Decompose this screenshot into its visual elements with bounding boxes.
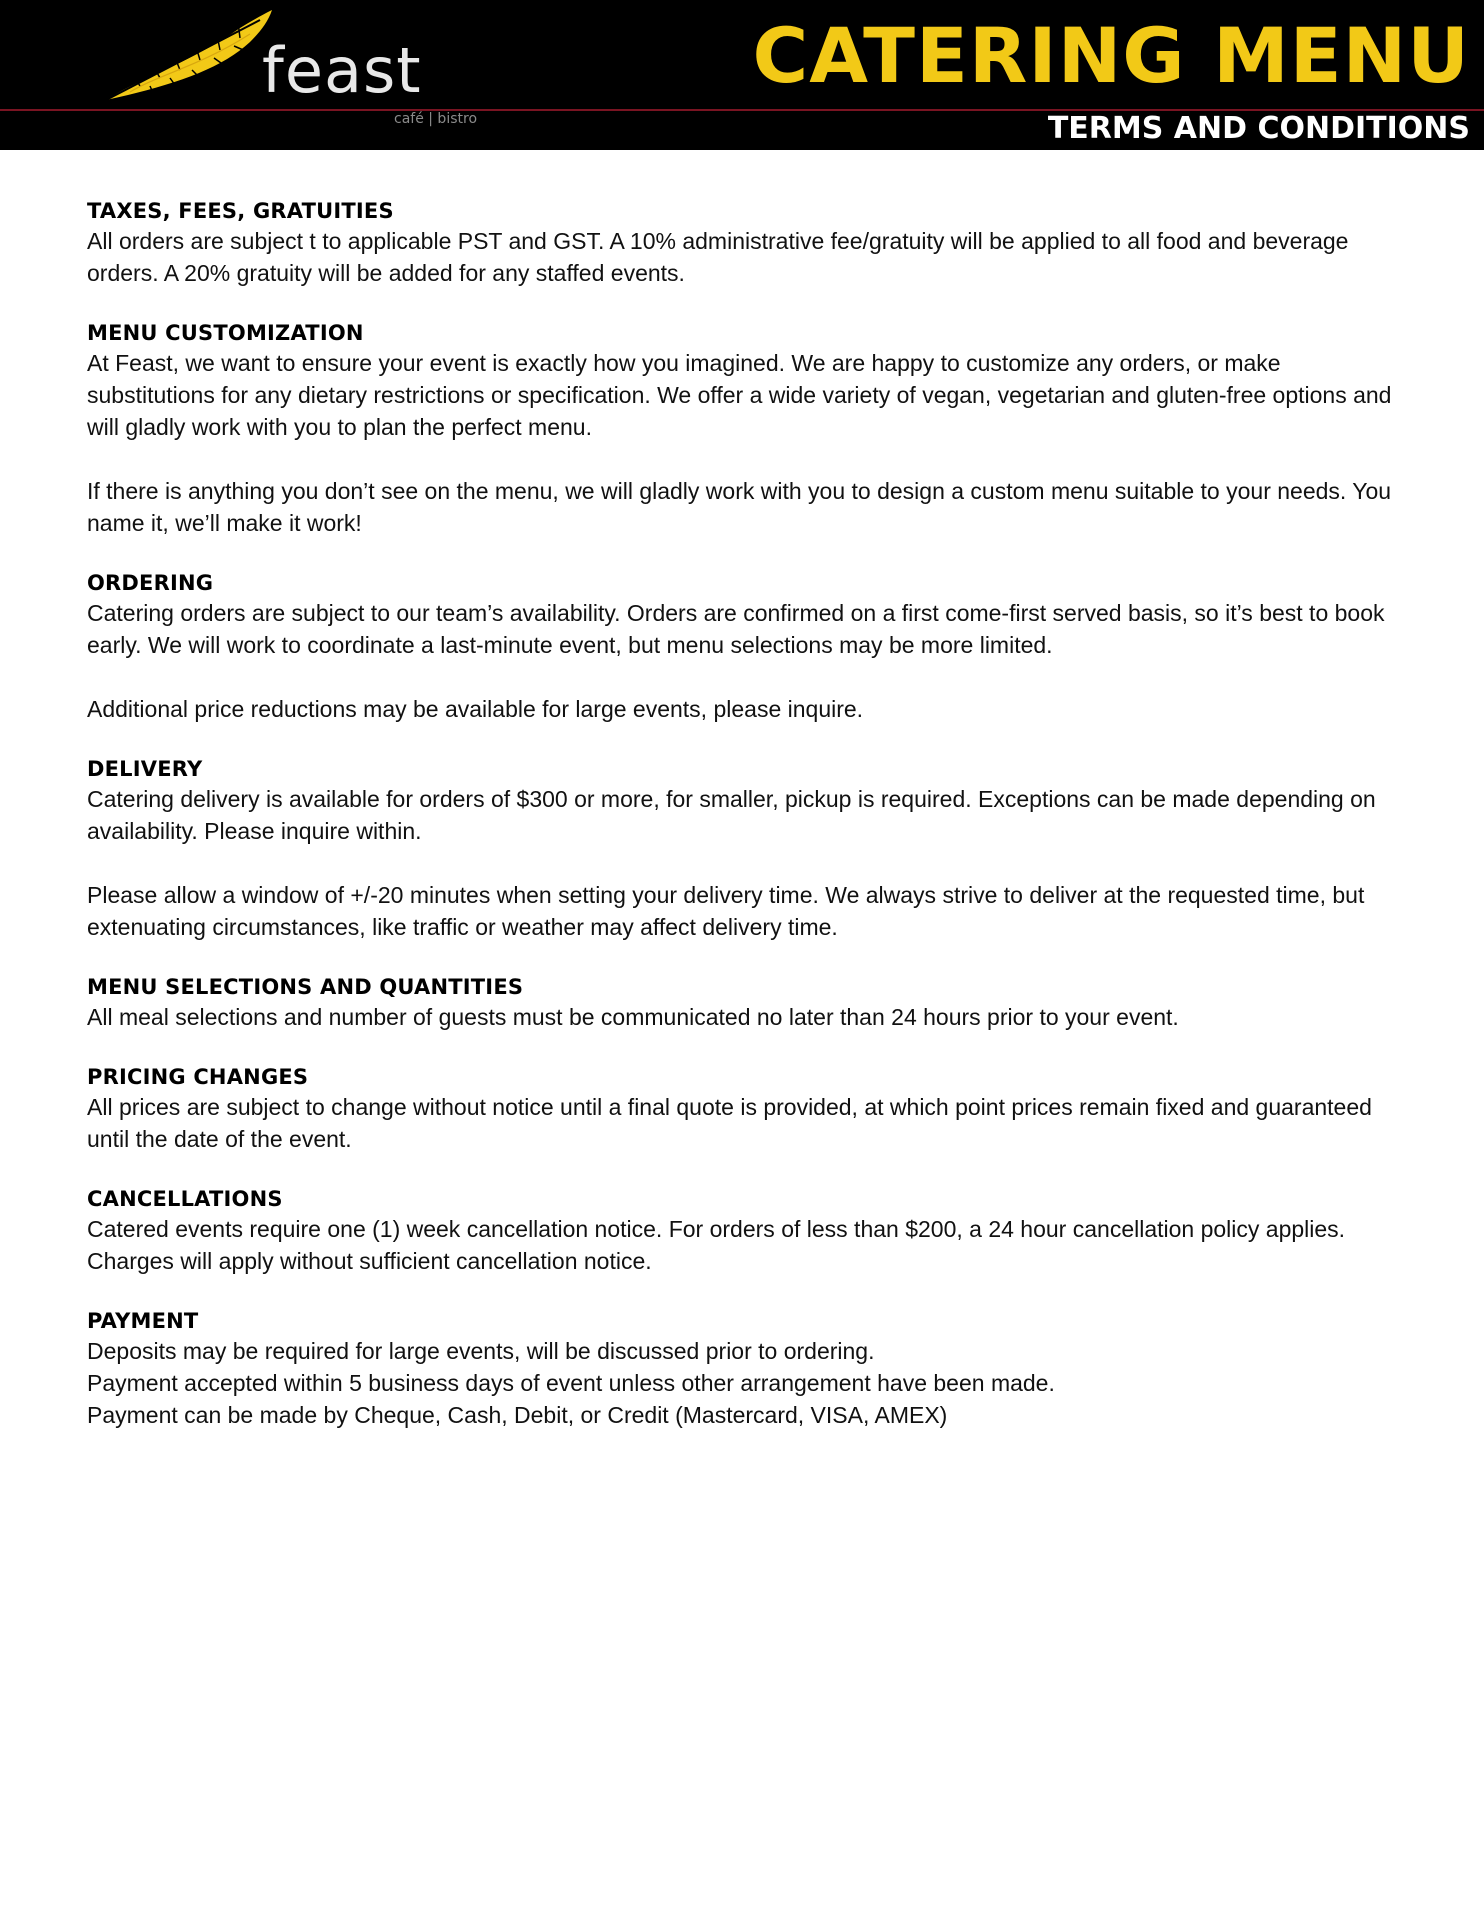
section-paragraph: Please allow a window of +/-20 minutes when setting your delivery time. We always strive to deliver at the requested time, but extenuating circumstances, like traffic or weather may affect delivery time. <box>87 882 1365 940</box>
page-subtitle: TERMS AND CONDITIONS <box>1047 111 1470 146</box>
section-paragraph: Additional price reductions may be available for large events, please inquire. <box>87 696 864 722</box>
page-header <box>0 0 1484 150</box>
section-cancellations <box>87 1185 1407 1277</box>
section-payment <box>87 1307 1407 1431</box>
section-paragraph: Catering delivery is available for orders of $300 or more, for smaller, pickup is required. Exceptions can be made depending on availability. Please inquire within. <box>87 786 1376 844</box>
section-heading: CANCELLATIONS <box>87 1187 283 1211</box>
page-title: CATERING MENU <box>752 11 1470 100</box>
feast-logo <box>100 8 500 138</box>
logo-tagline: café | bistro <box>394 111 478 127</box>
section-customization <box>87 319 1407 539</box>
section-paragraph: All prices are subject to change without notice until a final quote is provided, at which point prices remain fixed and guaranteed until the date of the event. <box>87 1094 1372 1152</box>
section-heading: TAXES, FEES, GRATUITIES <box>87 199 394 223</box>
logo-wordmark: feast <box>262 34 422 107</box>
section-paragraph: All meal selections and number of guests must be communicated no later than 24 hours prior to your event. <box>87 1004 1179 1030</box>
section-heading: DELIVERY <box>87 757 203 781</box>
terms-content <box>87 197 1407 1461</box>
section-paragraph: Catered events require one (1) week cancellation notice. For orders of less than $200, a 24 hour cancellation policy applies. Charges will apply without sufficient cancellation notice. <box>87 1216 1346 1274</box>
section-paragraph: Catering orders are subject to our team’s availability. Orders are confirmed on a first come-first served basis, so it’s best to book early. We will work to coordinate a last-minute event, but menu selections may be more limited. <box>87 600 1385 658</box>
section-delivery <box>87 755 1407 943</box>
payment-line: Payment can be made by Cheque, Cash, Debit, or Credit (Mastercard, VISA, AMEX) <box>87 1402 948 1428</box>
section-ordering <box>87 569 1407 725</box>
payment-line: Payment accepted within 5 business days of event unless other arrangement have been made. <box>87 1370 1055 1396</box>
section-heading: PAYMENT <box>87 1309 199 1333</box>
section-paragraph: If there is anything you don’t see on the menu, we will gladly work with you to design a custom menu suitable to your needs. You name it, we’ll make it work! <box>87 478 1392 536</box>
section-heading: MENU SELECTIONS AND QUANTITIES <box>87 975 524 999</box>
section-paragraph: At Feast, we want to ensure your event is exactly how you imagined. We are happy to customize any orders, or make substitutions for any dietary restrictions or specification. We offer a wide variety of vegan, vegetarian and gluten-free options and will gladly work with you to plan the perfect menu. <box>87 350 1392 440</box>
section-heading: ORDERING <box>87 571 214 595</box>
section-taxes <box>87 197 1407 289</box>
section-heading: MENU CUSTOMIZATION <box>87 321 364 345</box>
section-paragraph: All orders are subject t to applicable PST and GST. A 10% administrative fee/gratuity will be applied to all food and beverage orders. A 20% gratuity will be added for any staffed events. <box>87 228 1349 286</box>
section-heading: PRICING CHANGES <box>87 1065 309 1089</box>
section-pricing <box>87 1063 1407 1155</box>
section-quantities <box>87 973 1407 1033</box>
payment-line: Deposits may be required for large events, will be discussed prior to ordering. <box>87 1338 875 1364</box>
